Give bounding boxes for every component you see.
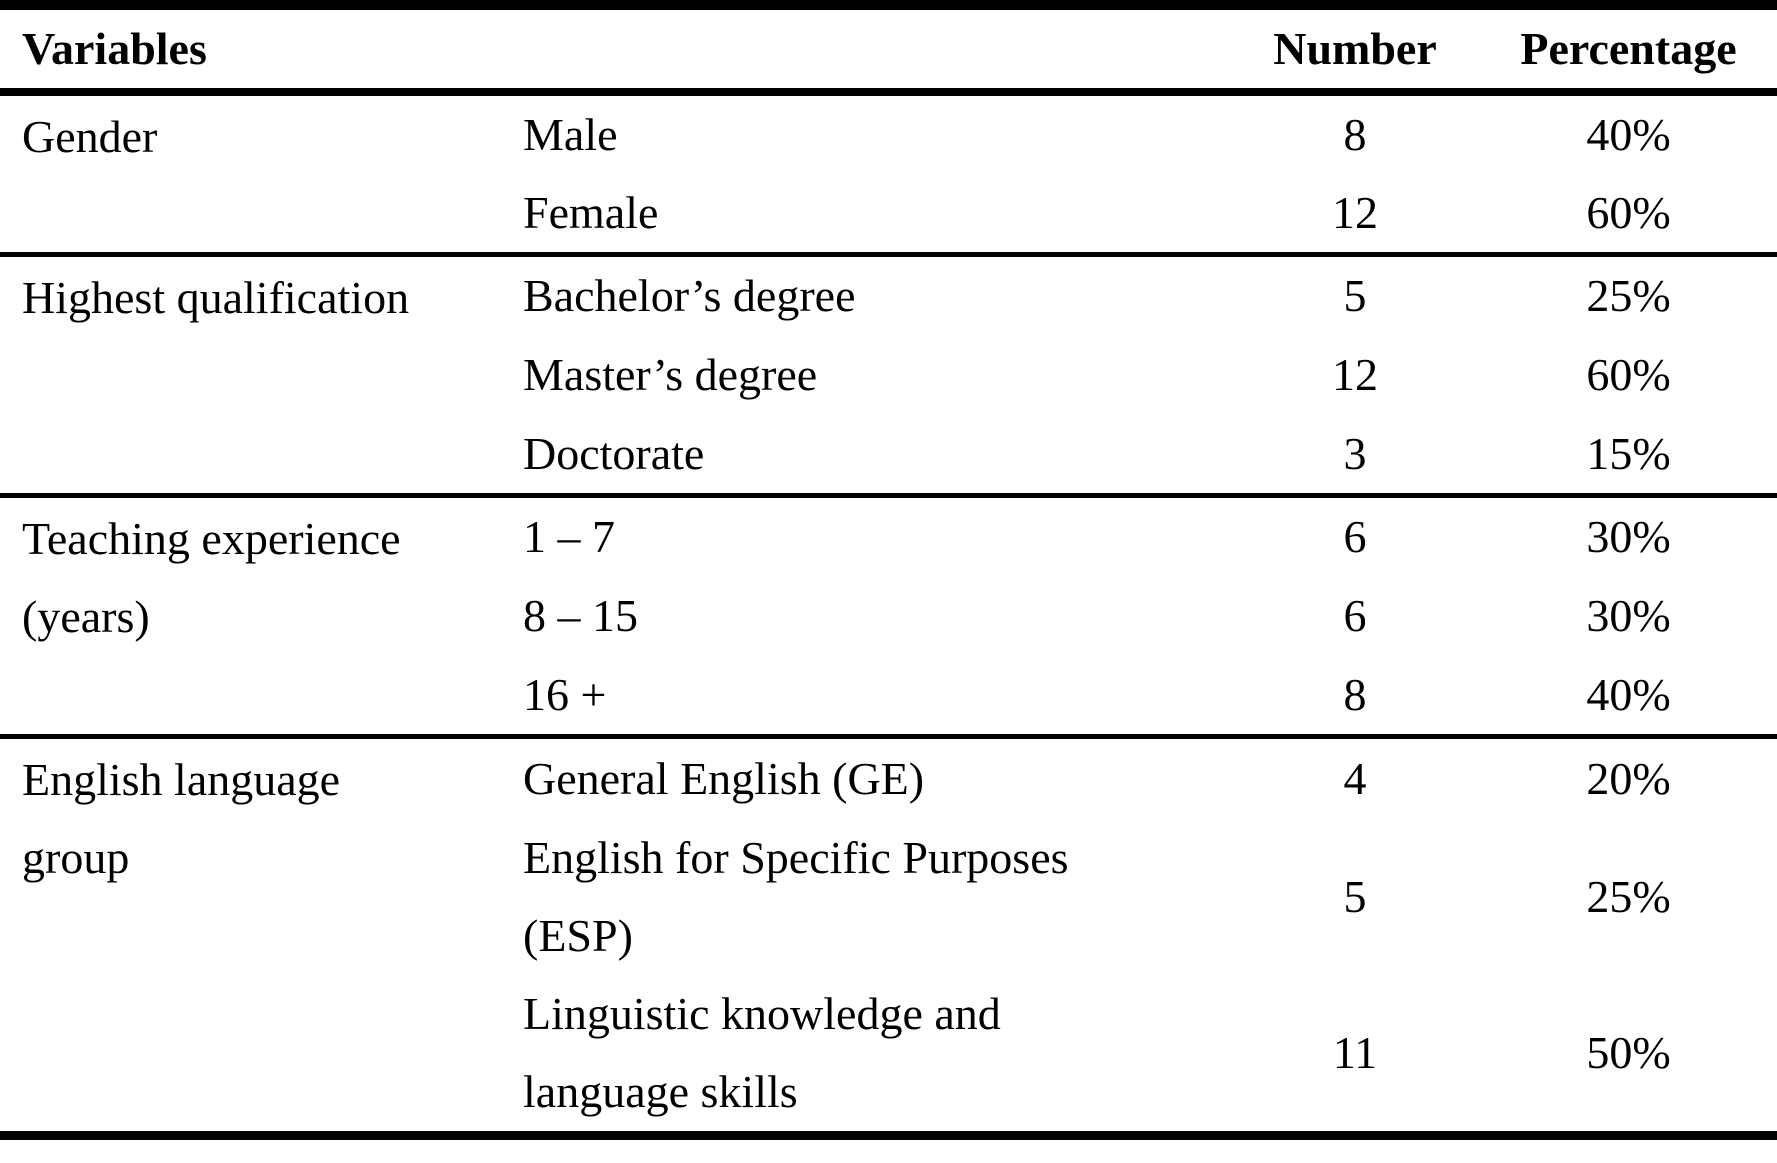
category-line: language skills [523,1065,798,1117]
table-row [0,496,1777,577]
variable-label-line: Highest qualification [22,272,410,323]
number-cell: 5 [1343,270,1367,321]
section-teaching-experience [0,496,1777,737]
category-line: Male [523,109,618,160]
category-cell [500,255,1230,336]
column-header-number: Number [1273,23,1437,74]
percentage-cell: 25% [1586,870,1671,922]
number-cell: 6 [1343,511,1367,562]
percentage-cell: 50% [1586,1026,1671,1078]
variable-label [0,496,500,737]
table-header [0,5,1777,92]
section-gender [0,92,1777,255]
category-cell [500,496,1230,577]
number-cell: 3 [1343,428,1367,479]
category-cell [500,975,1230,1136]
percentage-cell: 60% [1586,349,1671,400]
percentage-cell: 40% [1586,669,1671,720]
number-cell: 4 [1343,752,1367,804]
number-cell: 8 [1343,669,1367,720]
table-row [0,737,1777,819]
percentage-cell: 30% [1586,590,1671,641]
percentage-cell: 40% [1586,109,1671,160]
variable-label-line: Gender [22,111,158,162]
column-header-category-spacer [500,5,1230,92]
category-cell [500,737,1230,819]
category-cell [500,576,1230,656]
category-cell [500,174,1230,255]
percentage-cell: 20% [1586,752,1671,804]
category-cell [500,92,1230,174]
variable-label-line: (years) [22,591,150,642]
category-line: 16 + [523,669,607,720]
category-line: 8 – 15 [523,590,638,641]
category-line: Female [523,187,659,238]
number-cell: 11 [1332,1026,1378,1078]
category-line: 1 – 7 [523,511,615,562]
column-header-variables: Variables [22,23,207,74]
table-row [0,255,1777,336]
category-cell [500,335,1230,415]
category-cell [500,415,1230,496]
category-line: English for Specific Purposes [523,831,1069,883]
percentage-cell: 15% [1586,428,1671,479]
category-cell [500,656,1230,737]
category-line: Linguistic knowledge and [523,987,1001,1039]
variable-label-line: group [22,832,130,883]
number-cell: 8 [1343,109,1367,160]
table-row [0,92,1777,174]
number-cell: 5 [1343,870,1367,922]
variable-label-line: English language [22,754,341,805]
category-line: Doctorate [523,428,705,479]
category-line: General English (GE) [523,752,925,804]
section-english-language-group [0,737,1777,1136]
percentage-cell: 60% [1586,187,1671,238]
percentage-cell: 30% [1586,511,1671,562]
variable-label [0,92,500,255]
header-row [0,5,1777,92]
number-cell: 6 [1343,590,1367,641]
percentage-cell: 25% [1586,270,1671,321]
category-line: (ESP) [523,909,633,961]
category-cell [500,819,1230,975]
number-cell: 12 [1332,349,1378,400]
variable-label [0,255,500,496]
column-header-percentage: Percentage [1520,23,1737,74]
variable-label-line: Teaching experience [22,513,401,564]
number-cell: 12 [1332,187,1378,238]
category-line: Master’s degree [523,349,818,400]
category-line: Bachelor’s degree [523,270,856,321]
section-highest-qualification [0,255,1777,496]
variable-label [0,737,500,1136]
